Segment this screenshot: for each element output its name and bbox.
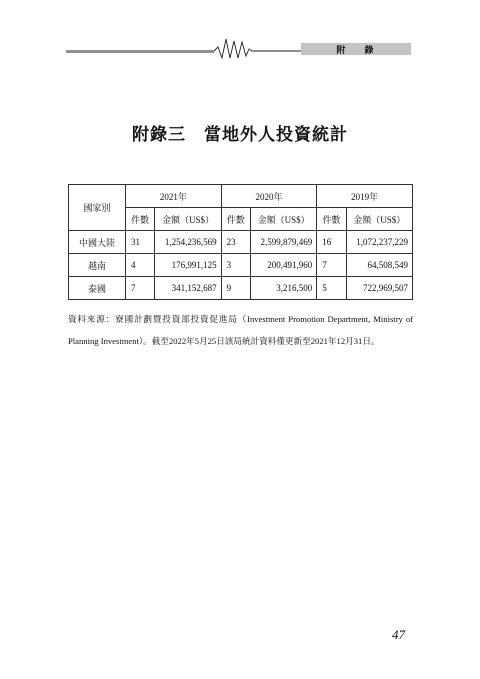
country-cell: 泰國 <box>69 277 126 300</box>
count-cell: 4 <box>126 254 155 277</box>
amount-cell: 722,969,507 <box>346 277 412 300</box>
count-header: 件數 <box>221 208 250 231</box>
amount-cell: 200,491,960 <box>250 254 316 277</box>
count-cell: 3 <box>221 254 250 277</box>
amount-cell: 341,152,687 <box>155 277 221 300</box>
table-row <box>69 277 413 300</box>
count-cell: 31 <box>126 231 155 254</box>
investment-table <box>68 184 413 300</box>
count-cell: 5 <box>317 277 346 300</box>
page-number: 47 <box>392 627 405 642</box>
year-header: 2019年 <box>317 185 413 208</box>
source-note: 資料來源：寮國計劃暨投資部投資促進局（Investment Promotion Department, Ministry of Planning Investment）。截至2022年5月25日該局統計資料僅更新至2021年12月31日。 <box>68 314 413 346</box>
count-header: 件數 <box>126 208 155 231</box>
amount-header: 金額（US$） <box>346 208 412 231</box>
section-tab: 附 錄 <box>301 43 411 55</box>
country-cell: 中國大陸 <box>69 231 126 254</box>
amount-cell: 1,072,237,229 <box>346 231 412 254</box>
amount-cell: 176,991,125 <box>155 254 221 277</box>
row-header-label: 國家別 <box>69 185 126 231</box>
header-wave-line <box>66 0 415 70</box>
count-cell: 16 <box>317 231 346 254</box>
amount-cell: 64,508,549 <box>346 254 412 277</box>
count-header: 件數 <box>317 208 346 231</box>
table-row <box>69 254 413 277</box>
amount-header: 金額（US$） <box>250 208 316 231</box>
table-row <box>69 231 413 254</box>
count-cell: 7 <box>317 254 346 277</box>
count-cell: 7 <box>126 277 155 300</box>
amount-cell: 2,599,879,469 <box>250 231 316 254</box>
amount-header: 金額（US$） <box>155 208 221 231</box>
amount-cell: 3,216,500 <box>250 277 316 300</box>
amount-cell: 1,254,236,569 <box>155 231 221 254</box>
country-cell: 越南 <box>69 254 126 277</box>
count-cell: 9 <box>221 277 250 300</box>
page-title: 附錄三 當地外人投資統計 <box>132 125 348 145</box>
count-cell: 23 <box>221 231 250 254</box>
year-header: 2020年 <box>221 185 317 208</box>
year-header: 2021年 <box>126 185 222 208</box>
